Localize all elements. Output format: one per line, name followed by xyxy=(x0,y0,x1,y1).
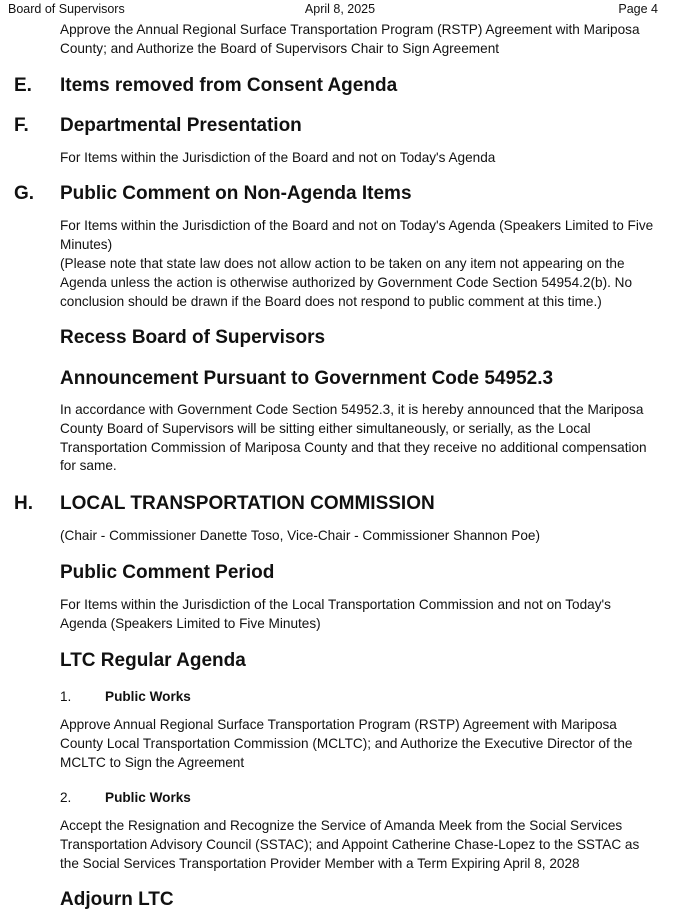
page-header xyxy=(0,2,680,18)
section-f-title: Departmental Presentation xyxy=(60,115,302,136)
ltc-item-1-department: Public Works xyxy=(105,689,191,704)
ltc-item-2-text: Accept the Resignation and Recognize the Service of Amanda Meek from the Social Services Transportation Advisory Council (SSTAC); and Appoint Catherine Chase-Lopez to the SSTAC as the Social Services Transportation Provider Member with a Term Expiring April 8, 2028 xyxy=(60,818,640,871)
section-e-heading xyxy=(14,75,660,97)
announcement-text: In accordance with Government Code Section 54952.3, it is hereby announced that the Mariposa County Board of Supervisors will be sitting either simultaneously, or serially, as the Local Transportation Commission of Mariposa County and that they receive no additional compensation for same. xyxy=(60,402,647,474)
ltc-item-2-number: 2. xyxy=(60,790,72,805)
header-board-name: Board of Supervisors xyxy=(8,2,125,16)
section-g-heading xyxy=(14,183,660,205)
section-h-letter: H. xyxy=(14,493,33,514)
adjourn-heading: Adjourn LTC xyxy=(60,889,174,910)
ltc-agenda-heading: LTC Regular Agenda xyxy=(60,650,246,671)
section-g-text: For Items within the Jurisdiction of the Board and not on Today's Agenda (Speakers Limited to Five Minutes) xyxy=(60,218,654,252)
ltc-item-1-text: Approve Annual Regional Surface Transportation Program (RSTP) Agreement with Mariposa County Local Transportation Commission (MCLTC); and Authorize the Executive Director of the MCLTC to Sign the Agreement xyxy=(60,717,633,770)
public-comment-text: For Items within the Jurisdiction of the Local Transportation Commission and not on Today's Agenda (Speakers Limited to Five Minutes) xyxy=(60,597,611,631)
announcement-heading: Announcement Pursuant to Government Code 54952.3 xyxy=(60,368,554,389)
ltc-item-1-number: 1. xyxy=(60,689,72,704)
rstp-agreement-item-text: Approve the Annual Regional Surface Transportation Program (RSTP) Agreement with Mariposa County; and Authorize the Board of Supervisors Chair to Sign Agreement xyxy=(60,22,640,56)
header-page-number: Page 4 xyxy=(618,2,658,16)
section-e-title: Items removed from Consent Agenda xyxy=(60,75,398,96)
section-h-text: (Chair - Commissioner Danette Toso, Vice-Chair - Commissioner Shannon Poe) xyxy=(60,528,540,543)
ltc-item-2-department: Public Works xyxy=(105,790,191,805)
recess-heading: Recess Board of Supervisors xyxy=(60,327,326,348)
section-g-title: Public Comment on Non-Agenda Items xyxy=(60,183,412,204)
section-g-letter: G. xyxy=(14,183,35,204)
header-date: April 8, 2025 xyxy=(304,2,376,16)
section-h-heading xyxy=(14,493,660,515)
section-f-text: For Items within the Jurisdiction of the Board and not on Today's Agenda xyxy=(60,150,496,165)
section-f-heading xyxy=(14,115,660,137)
section-e-letter: E. xyxy=(14,75,32,96)
section-f-letter: F. xyxy=(14,115,29,136)
public-comment-heading: Public Comment Period xyxy=(60,562,275,583)
section-g-note: (Please note that state law does not allow action to be taken on any item not appearing on the Agenda unless the action is otherwise authorized by Government Code Section 54954.2(b). No conclusion should be drawn if the Board does not respond to public comment at this time.) xyxy=(60,256,633,309)
section-h-title: LOCAL TRANSPORTATION COMMISSION xyxy=(60,493,435,514)
